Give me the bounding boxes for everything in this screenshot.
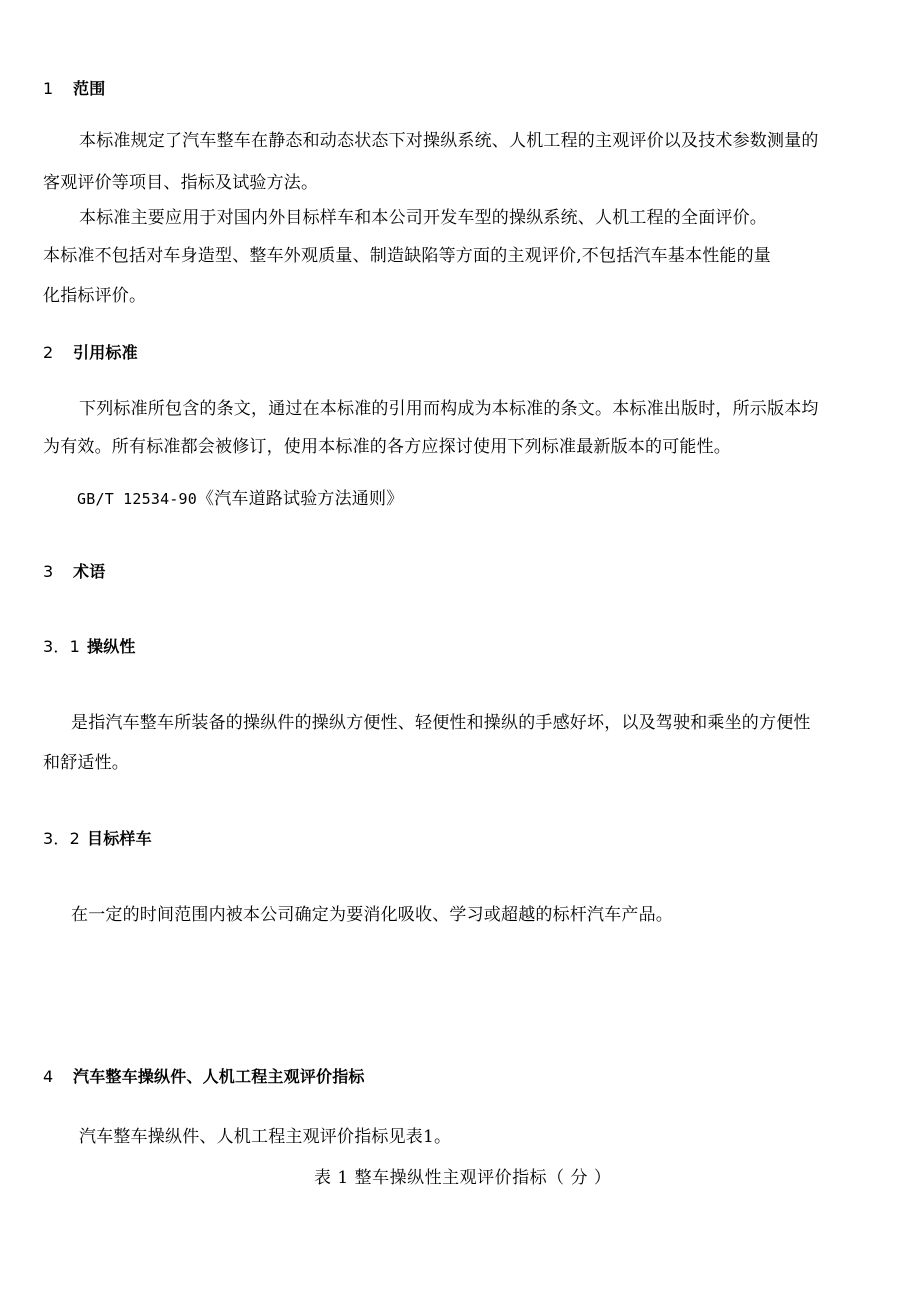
section-1-para3-line2: 化指标评价。: [43, 286, 147, 306]
section-2-para1-line1: 下列标准所包含的条文，通过在本标准的引用而构成为本标准的条文。本标准出版时，所示版本均: [79, 399, 819, 419]
section-2-para1-line2: 为有效。所有标准都会被修订，使用本标准的各方应探讨使用下列标准最新版本的可能性。: [43, 437, 731, 457]
section-3-1-title: 操纵性: [87, 637, 136, 656]
section-1-heading: [43, 78, 105, 100]
section-2-title: 引用标准: [73, 343, 138, 362]
section-2-number: 2: [43, 343, 54, 362]
reference-standard: [77, 488, 403, 510]
section-3-title: 术语: [73, 562, 106, 581]
table-1-caption: 表 1 整车操纵性主观评价指标（ 分 ）: [314, 1168, 612, 1188]
section-3-1-body-line1: 是指汽车整车所装备的操纵件的操纵方便性、轻便性和操纵的手感好坏，以及驾驶和乘坐的方便性: [71, 713, 811, 733]
section-1-title: 范围: [73, 79, 106, 98]
section-4-number: 4: [43, 1067, 54, 1086]
section-2-heading: [43, 342, 138, 364]
section-1-para2: 本标准主要应用于对国内外目标样车和本公司开发车型的操纵系统、人机工程的全面评价。: [79, 208, 767, 228]
section-3-1-number: 3．1: [43, 637, 80, 656]
reference-title: 《汽车道路试验方法通则》: [197, 489, 404, 509]
section-3-1-body-line2: 和舒适性。: [43, 753, 129, 773]
section-3-heading: [43, 561, 105, 583]
section-3-number: 3: [43, 562, 54, 581]
section-1-number: 1: [43, 79, 54, 98]
section-3-2-heading: [43, 828, 152, 850]
section-4-heading: [43, 1066, 365, 1088]
section-3-2-body: 在一定的时间范围内被本公司确定为要消化吸收、学习或超越的标杆汽车产品。: [71, 905, 673, 925]
section-1-para1-line2: 客观评价等项目、指标及试验方法。: [43, 173, 319, 193]
reference-code: GB/T 12534-90: [77, 490, 197, 508]
section-4-body: 汽车整车操纵件、人机工程主观评价指标见表1。: [79, 1127, 452, 1147]
section-3-2-number: 3．2: [43, 829, 80, 848]
section-1-para1-line1: 本标准规定了汽车整车在静态和动态状态下对操纵系统、人机工程的主观评价以及技术参数测量的: [79, 131, 819, 151]
section-1-para3-line1: 本标准不包括对车身造型、整车外观质量、制造缺陷等方面的主观评价,不包括汽车基本性能的量: [43, 246, 772, 266]
section-3-1-heading: [43, 636, 136, 658]
section-4-title: 汽车整车操纵件、人机工程主观评价指标: [73, 1067, 365, 1086]
section-3-2-title: 目标样车: [87, 829, 152, 848]
